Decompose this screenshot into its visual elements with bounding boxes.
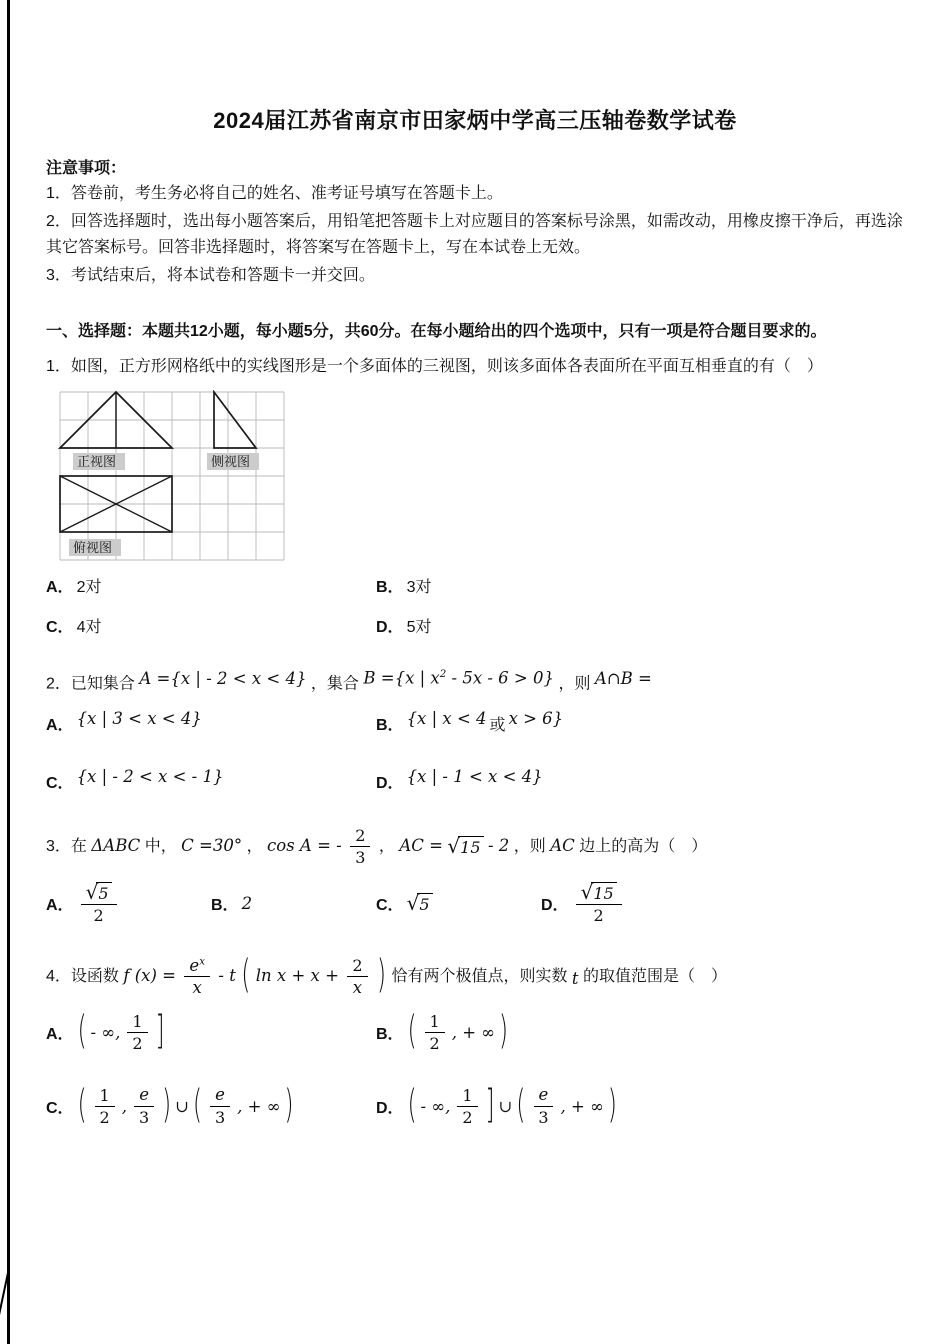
section-one-header: 一、选择题：本题共12小题，每小题5分，共60分。在每小题给出的四个选项中，只有一项是符合题目要求的。: [46, 323, 827, 340]
option-4A: [46, 1009, 376, 1055]
interval-text: , + ∞: [237, 1096, 281, 1116]
big-right-bracket: ]: [155, 1009, 165, 1055]
option-label: C．: [46, 618, 74, 636]
option-label: B．: [376, 717, 404, 734]
option-label: C．: [46, 1099, 74, 1117]
big-right-paren: ): [377, 953, 386, 999]
interval-text: - ∞,: [90, 1023, 121, 1043]
option-text: 5对: [406, 618, 432, 636]
exam-paper: [46, 104, 904, 1131]
math-minus-t: - t: [218, 966, 236, 986]
sqrt-sign-icon: √: [85, 879, 99, 904]
fraction-1-2: $\frac{1}{2}$: [127, 1012, 147, 1053]
math-cosA: cos A = -: [267, 835, 342, 855]
stem-text: ，: [246, 837, 263, 855]
question-2-options: [46, 711, 904, 795]
page-title: 2024届江苏省南京市田家炳中学高三压轴卷数学试卷: [213, 108, 737, 133]
math-set-B: B ={x | $x^2 - 5x - 6 > 0$}: [363, 668, 554, 688]
option-2C: [46, 769, 376, 795]
stem-text: ，则: [513, 837, 546, 855]
interval-text: , + ∞: [451, 1023, 496, 1043]
option-math: {x | x < 4: [406, 709, 487, 728]
math-AC: AC: [550, 835, 575, 855]
option-label: A．: [46, 578, 74, 596]
sqrt-sign-icon: √: [447, 833, 461, 858]
option-label: D．: [376, 618, 404, 636]
superscript-2: 2: [439, 669, 447, 680]
option-text: 2对: [76, 578, 102, 596]
math-AC-equals: AC =: [399, 835, 443, 855]
stem-text: 3．在: [46, 837, 87, 855]
option-4B: [376, 1009, 904, 1055]
notice-item-3: 3．考试结束后，将本试卷和答题卡一并交回。: [46, 267, 375, 284]
option-label: D．: [541, 896, 569, 914]
option-label: D．: [376, 775, 404, 792]
fraction-e-3: $\frac{e}{3}$: [134, 1085, 154, 1127]
option-label: C．: [376, 896, 404, 914]
side-view-label: 侧视图: [211, 454, 251, 469]
notice-item-1: 1．答卷前，考生务必将自己的姓名、准考证号填写在答题卡上。: [46, 185, 503, 202]
fraction-e-3: $\frac{e}{3}$: [533, 1085, 553, 1127]
option-label: D．: [376, 1099, 404, 1117]
option-1D: [376, 612, 904, 638]
option-label: B．: [376, 578, 404, 596]
question-4-options: [46, 1009, 904, 1128]
option-1B: [376, 572, 904, 598]
notice-item-2: 2．回答选择题时，选出每小题答案后，用铅笔把答题卡上对应题目的答案标号涂黑，如需改动，用橡皮擦干净后，再选涂其它答案标号。回答非选择题时，将答案写在答题卡上，写在本试卷上无效。: [46, 213, 903, 256]
stem-text: ，则: [558, 675, 591, 693]
option-4D: [376, 1085, 904, 1127]
interval-text: , + ∞: [560, 1096, 604, 1116]
option-label: B．: [211, 896, 239, 914]
option-label: A．: [46, 1026, 74, 1044]
fraction-1-2: $\frac{1}{2}$: [95, 1086, 115, 1127]
option-3B: [211, 890, 376, 916]
interval-comma: ,: [121, 1096, 127, 1116]
stem-text: 的取值范围是（ ）: [583, 968, 728, 986]
option-text: 3对: [406, 578, 432, 596]
math-t: t: [571, 969, 579, 989]
sqrt-15: √ 15: [447, 836, 483, 857]
top-view-label: 俯视图: [73, 540, 113, 555]
option-math: x > 6}: [508, 709, 564, 728]
sqrt-5: √ 5: [407, 893, 433, 914]
big-left-paren: (: [77, 1083, 87, 1128]
fraction-1-2: $\frac{1}{2}$: [457, 1086, 477, 1127]
fraction-sqrt15-2: √ 15 2: [576, 882, 622, 926]
fraction-2-over-x: $\frac{2}{x}$: [347, 956, 367, 998]
question-1-options: [46, 572, 904, 638]
option-math: 2: [241, 893, 253, 913]
big-left-paren: (: [516, 1083, 526, 1128]
option-text: 4对: [76, 618, 102, 636]
option-label: C．: [46, 775, 74, 792]
three-view-figure: [58, 390, 288, 562]
option-math: {x | 3 < x < 4}: [76, 709, 202, 728]
option-math: {x | - 2 < x < - 1}: [76, 767, 224, 786]
option-math: {x | - 1 < x < 4}: [406, 767, 543, 786]
big-left-paren: (: [192, 1083, 202, 1128]
option-2B: [376, 711, 904, 737]
fraction-1-2: $\frac{1}{2}$: [425, 1012, 445, 1053]
question-1-stem: 1．如图，正方形网格纸中的实线图形是一个多面体的三视图，则该多面体各表面所在平面互相垂直的有（ ）: [46, 358, 823, 375]
union-symbol: ∪: [175, 1096, 189, 1116]
big-left-paren: (: [407, 1009, 417, 1055]
front-view-label: 正视图: [77, 454, 117, 469]
fraction-e-3: $\frac{e}{3}$: [210, 1085, 230, 1127]
question-4-stem: [46, 951, 904, 1002]
scan-edge-line: [7, 0, 10, 1344]
stem-text: ，集合: [310, 675, 359, 693]
question-3-stem: [46, 821, 904, 872]
option-label: A．: [46, 717, 74, 734]
big-left-paren: (: [241, 953, 251, 999]
stem-text: 中，: [144, 837, 177, 855]
big-right-paren: ): [499, 1009, 509, 1055]
stem-text: 边上的高为（ ）: [579, 837, 708, 855]
option-1A: [46, 572, 376, 598]
option-3C: [376, 890, 541, 916]
option-4C: [46, 1085, 376, 1127]
fraction-2-3: $\frac{2}{3}$: [350, 826, 370, 867]
math-fx-equals: f (x) =: [123, 966, 176, 986]
fraction-sqrt5-2: √ 5 2: [81, 882, 117, 926]
sqrt-sign-icon: √: [580, 879, 594, 904]
union-symbol: ∪: [498, 1096, 513, 1116]
stem-text: 4．设函数: [46, 968, 119, 986]
superscript-x: x: [199, 956, 205, 968]
math-lnx-plus: ln x + x +: [255, 966, 339, 986]
stem-text: 2．已知集合: [46, 675, 135, 693]
big-right-bracket: ]: [485, 1083, 495, 1128]
big-left-paren: (: [407, 1083, 417, 1128]
option-2D: [376, 769, 904, 795]
option-or-text: 或: [489, 717, 506, 734]
math-A-intersect-B: A∩B =: [594, 668, 652, 688]
math-angle-C: C =30°: [181, 835, 243, 855]
math-triangle-ABC: ΔABC: [91, 835, 141, 855]
math-minus-2: - 2: [487, 835, 510, 855]
option-label: B．: [376, 1026, 404, 1044]
stem-text: ，: [378, 837, 395, 855]
big-left-paren: (: [77, 1009, 87, 1055]
big-right-paren: ): [284, 1083, 294, 1128]
question-2-stem: [46, 664, 904, 701]
big-right-paren: ): [607, 1083, 617, 1128]
option-3D: [541, 879, 904, 926]
option-label: A．: [46, 896, 74, 914]
option-1C: [46, 612, 376, 638]
fraction-ex-over-x: $\frac{e^x}{x}$: [184, 956, 210, 999]
interval-text: - ∞,: [420, 1096, 451, 1116]
question-3-options: [46, 879, 904, 926]
math-set-A: A ={x | - 2 < x < 4}: [139, 668, 307, 688]
sqrt-sign-icon: √: [406, 890, 420, 915]
notice-title: 注意事项：: [46, 160, 127, 177]
stem-text: 恰有两个极值点，则实数: [391, 968, 568, 986]
option-2A: [46, 711, 376, 737]
option-3A: [46, 879, 211, 926]
big-right-paren: ): [162, 1083, 172, 1128]
